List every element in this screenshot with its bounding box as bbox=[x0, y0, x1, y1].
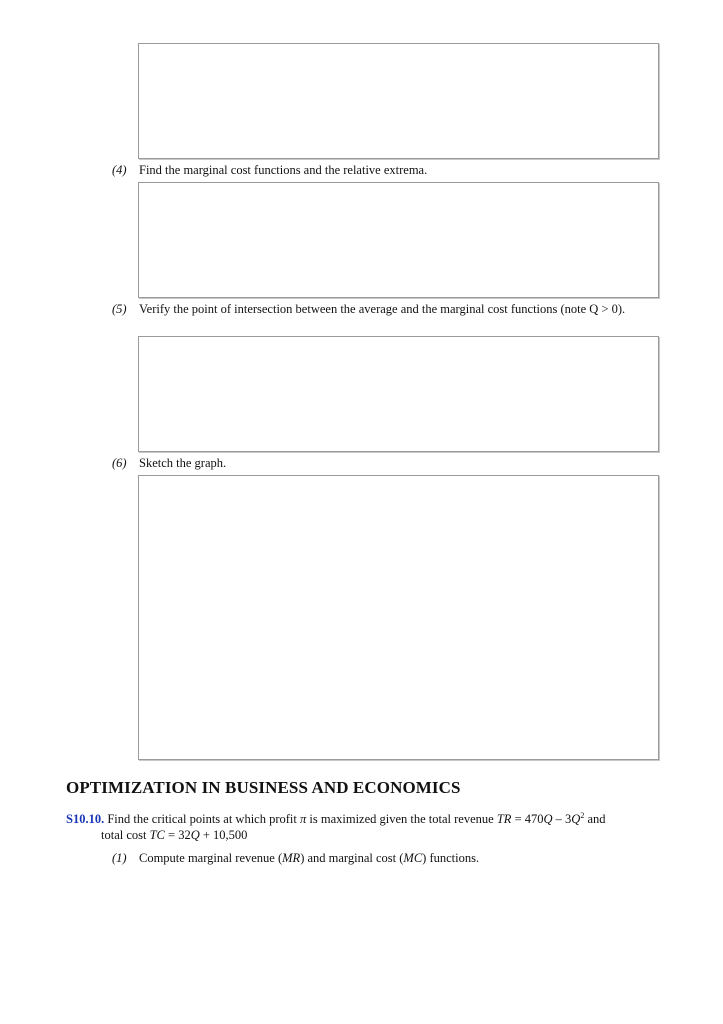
answer-box-4[interactable] bbox=[138, 182, 659, 298]
text-fragment: Compute marginal revenue ( bbox=[139, 851, 283, 865]
exponent: 2 bbox=[580, 810, 585, 820]
problem-id: S10.10. bbox=[66, 812, 105, 826]
question-item-1 bbox=[112, 851, 660, 866]
item-number: (4) bbox=[112, 163, 127, 177]
question-item-4 bbox=[112, 163, 660, 178]
problem-text-2: is maximized given the total revenue bbox=[309, 812, 494, 826]
tr-symbol: TR bbox=[496, 812, 512, 826]
mc-symbol: MC bbox=[403, 851, 423, 865]
question-item-5 bbox=[112, 302, 660, 317]
profit-symbol: π bbox=[300, 812, 307, 826]
item-text: Find the marginal cost functions and the relative extrema. bbox=[139, 163, 428, 177]
and-word: and bbox=[587, 812, 606, 826]
tc-eq-b: + 10,500 bbox=[202, 828, 248, 842]
item-text: Sketch the graph. bbox=[139, 456, 227, 470]
tc-eq-a: = 32 bbox=[168, 828, 191, 842]
item-number: (1) bbox=[112, 851, 127, 865]
question-item-6 bbox=[112, 456, 660, 471]
graph-sketch-box[interactable] bbox=[138, 475, 659, 760]
tc-text: total cost bbox=[101, 828, 147, 842]
item-number: (6) bbox=[112, 456, 127, 470]
mr-symbol: MR bbox=[282, 851, 301, 865]
tr-eq-b: – 3 bbox=[555, 812, 572, 826]
problem-line-2 bbox=[66, 827, 660, 843]
answer-box-3[interactable] bbox=[138, 43, 659, 159]
q-symbol: Q bbox=[543, 812, 553, 826]
q-symbol: Q bbox=[190, 828, 200, 842]
text-fragment: ) and marginal cost ( bbox=[300, 851, 404, 865]
item-text: Verify the point of intersection between the average and the marginal cost functions (note Q > 0). bbox=[139, 302, 626, 316]
item-number: (5) bbox=[112, 302, 127, 316]
tr-eq-a: = 470 bbox=[514, 812, 544, 826]
q-symbol: Q bbox=[571, 812, 581, 826]
problem-statement bbox=[66, 811, 660, 843]
problem-text-1: Find the critical points at which profit bbox=[107, 812, 297, 826]
answer-box-5[interactable] bbox=[138, 336, 659, 452]
text-fragment: ) functions. bbox=[422, 851, 480, 865]
section-heading: OPTIMIZATION IN BUSINESS AND ECONOMICS bbox=[66, 778, 461, 797]
item-text bbox=[139, 851, 660, 866]
tc-symbol: TC bbox=[149, 828, 165, 842]
